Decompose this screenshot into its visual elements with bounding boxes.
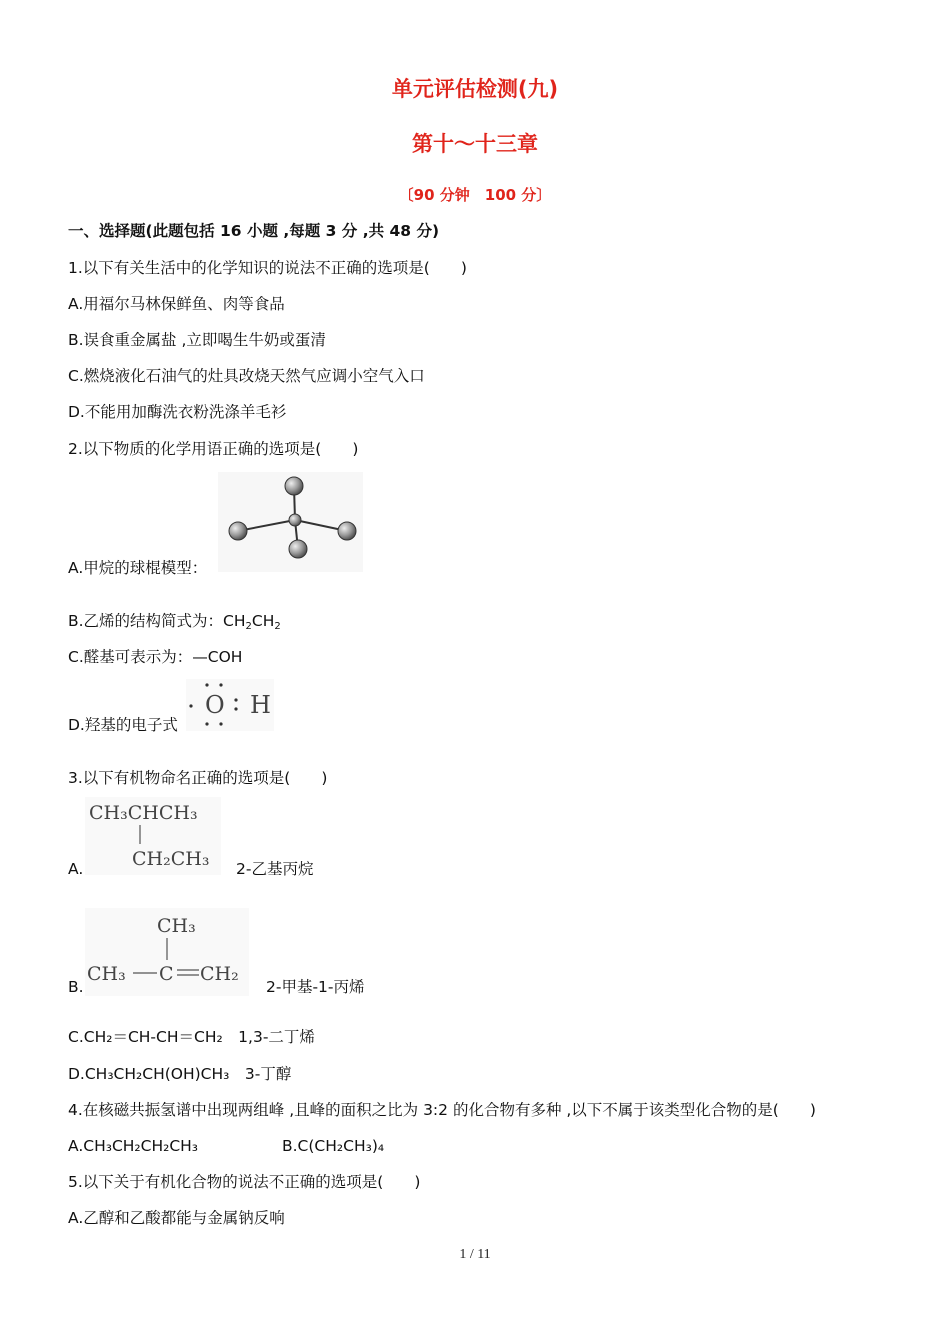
svg-text:CH₂: CH₂	[200, 963, 239, 985]
q1-option-a: A.用福尔马林保鲜鱼、肉等食品	[68, 295, 285, 313]
svg-text:CH₂CH₃: CH₂CH₃	[132, 848, 210, 870]
q3-option-c: C.CH₂＝CH-CH＝CH₂ 1,3-二丁烯	[68, 1028, 315, 1046]
q1-option-c: C.燃烧液化石油气的灶具改烧天然气应调小空气入口	[68, 367, 425, 385]
hydroxyl-electron-formula	[186, 679, 274, 731]
q3-stem: 3.以下有机物命名正确的选项是( )	[68, 769, 328, 787]
q3-a-structure	[85, 797, 221, 875]
q1-stem: 1.以下有关生活中的化学知识的说法不正确的选项是( )	[68, 259, 467, 277]
time-score: 〔90 分钟 100 分〕	[398, 186, 552, 204]
q4-option-a: A.CH₃CH₂CH₂CH₃	[68, 1137, 199, 1155]
q2-option-c: C.醛基可表示为：—COH	[68, 648, 243, 666]
page-number: 1 / 11	[459, 1247, 491, 1262]
q2-option-a: A.甲烷的球棍模型：	[68, 559, 208, 577]
q3-option-a-label: A.	[68, 860, 84, 878]
q3-option-b-label: B.	[68, 978, 84, 996]
q2-option-b: B.乙烯的结构简式为：$CH_2CH_2$	[68, 612, 281, 632]
page-title: 单元评估检测(九)	[391, 77, 559, 101]
q2-stem: 2.以下物质的化学用语正确的选项是( )	[68, 440, 359, 458]
chapter-title: 第十～十三章	[412, 132, 538, 156]
q2-option-d: D.羟基的电子式	[68, 716, 178, 734]
q3-option-b-name: 2-甲基-1-丙烯	[266, 978, 365, 996]
svg-text:CH₃: CH₃	[87, 963, 126, 985]
q3-b-structure	[85, 908, 249, 996]
hydrogen-symbol: H	[250, 691, 271, 719]
methane-ball-stick-model	[218, 472, 363, 572]
oxygen-symbol: O	[205, 691, 225, 719]
q3-option-a-name: 2-乙基丙烷	[236, 860, 314, 878]
svg-text:C: C	[159, 963, 174, 985]
q1-option-d: D.不能用加酶洗衣粉洗涤羊毛衫	[68, 403, 287, 421]
q3-option-d: D.CH₃CH₂CH(OH)CH₃ 3-丁醇	[68, 1065, 292, 1083]
q1-option-b: B.误食重金属盐 ,立即喝生牛奶或蛋清	[68, 331, 326, 349]
svg-text:CH₃CHCH₃: CH₃CHCH₃	[89, 802, 198, 824]
q4-option-b: B.C(CH₂CH₃)₄	[282, 1137, 385, 1155]
section-heading: 一、选择题(此题包括 16 小题 ,每题 3 分 ,共 48 分)	[68, 222, 440, 240]
svg-text:CH₃: CH₃	[157, 915, 196, 937]
q5-option-a: A.乙醇和乙酸都能与金属钠反响	[68, 1209, 285, 1227]
q5-stem: 5.以下关于有机化合物的说法不正确的选项是( )	[68, 1173, 421, 1191]
q4-stem: 4.在核磁共振氢谱中出现两组峰 ,且峰的面积之比为 3:2 的化合物有多种 ,以下不属于该类型化合物的是( )	[68, 1101, 816, 1119]
